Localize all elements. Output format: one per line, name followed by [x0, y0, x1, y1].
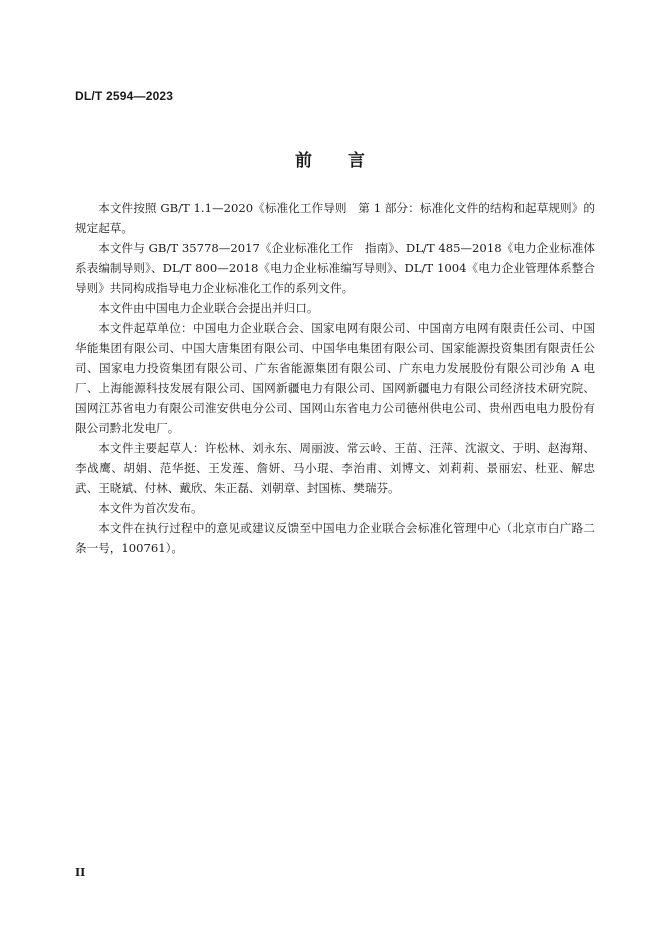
paragraph-drafters: 本文件主要起草人：许松林、刘永东、周丽波、常云岭、王苗、汪萍、沈淑文、于明、赵海翔、李战鹰、胡娟、范华挺、王发莲、詹妍、马小琨、李治甫、刘博文、刘莉莉、景丽宏、杜亚、解忠武、王晓斌、付林、戴欣、朱正磊、刘朝章、封国栋、樊瑞芬。: [75, 441, 595, 495]
paragraph-feedback: 本文件在执行过程中的意见或建议反馈至中国电力企业联合会标准化管理中心（北京市白广路二条一号，100761）。: [75, 521, 595, 555]
paragraph-related-standards: 本文件与 GB/T 35778—2017《企业标准化工作 指南》、DL/T 485—2018《电力企业标准体系表编制导则》、DL/T 800—2018《电力企业标准编写导则》、DL/T 1004《电力企业管理体系整合导则》共同构成指导电力企业标准化工作的系列文件。: [75, 241, 595, 295]
document-code: DL/T 2594—2023: [75, 89, 174, 103]
paragraph-proposer: 本文件由中国电力企业联合会提出并归口。: [98, 301, 319, 315]
paragraph-first-release: 本文件为首次发布。: [98, 501, 203, 515]
paragraph-drafting-units: 本文件起草单位：中国电力企业联合会、国家电网有限公司、中国南方电网有限责任公司、中国华能集团有限公司、中国大唐集团有限公司、中国华电集团有限公司、国家能源投资集团有限责任公司、国家电力投资集团有限公司、广东省能源集团有限公司、广东电力发展股份有限公司沙角 A 电厂、上海能源科技发展有限公司、国网新疆电力有限公司、国网新疆电力有限公司经济技术研究院、国网江苏省电力有限公司淮安供电分公司、国网山东省电力公司德州供电公司、贵州西电电力股份有限公司黔北发电厂。: [75, 321, 595, 435]
section-title-right: 言: [348, 151, 367, 171]
page-number: II: [75, 866, 86, 879]
section-title-left: 前: [295, 151, 314, 171]
section-title: [0, 146, 662, 171]
foreword-body: [75, 198, 595, 558]
paragraph-drafting-rules: 本文件按照 GB/T 1.1—2020《标准化工作导则 第 1 部分：标准化文件的结构和起草规则》的规定起草。: [75, 201, 595, 235]
